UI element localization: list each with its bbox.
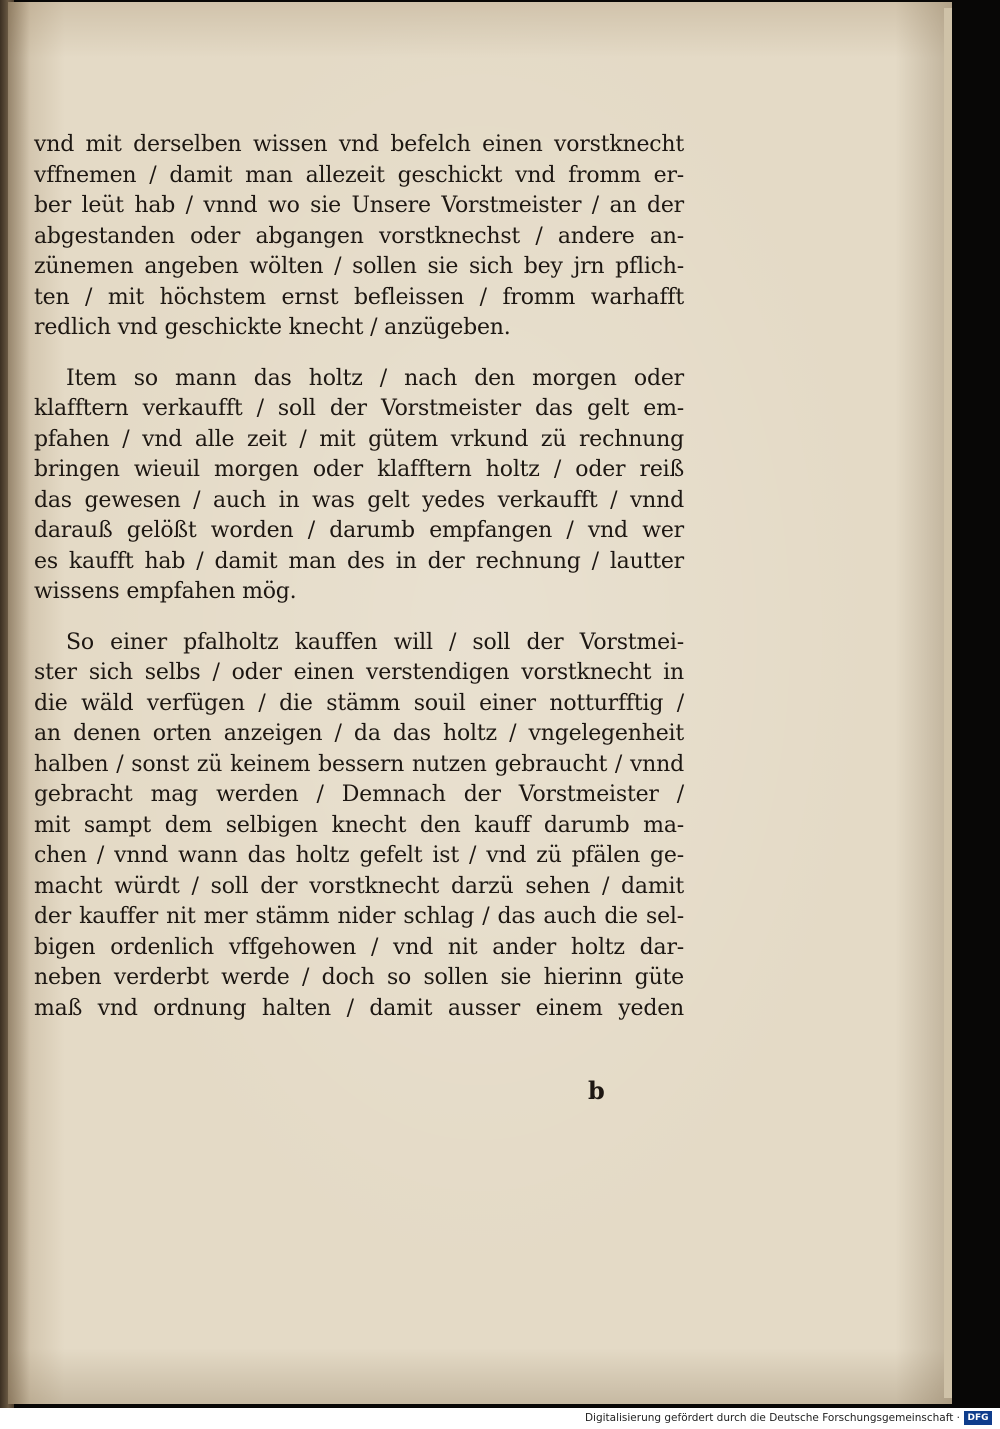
text-line: maß vnd ordnung halten / damit ausser einem yeden (34, 995, 684, 1021)
text-line: an denen orten anzeigen / da das holtz / vngelegenheit (34, 721, 684, 746)
text-line: vffnemen / damit man allezeit geschickt vnd fromm er- (34, 162, 684, 188)
text-line: pfahen / vnd alle zeit / mit gütem vrkund zü rechnung (34, 426, 684, 452)
text-line: mit sampt dem selbigen knecht den kauff darumb ma- (34, 812, 684, 838)
text-line: gebracht mag werden / Demnach der Vorstmeister / (34, 782, 684, 807)
text-line: klafftern verkaufft / soll der Vorstmeister das gelt em- (34, 396, 684, 421)
paragraph-2 (34, 364, 684, 608)
text-line: darauß gelößt worden / darumb empfangen / vnd wer (34, 518, 684, 543)
paragraph-1 (34, 130, 684, 344)
text-line: ber leüt hab / vnnd wo sie Unsere Vorstmeister / an der (34, 193, 684, 218)
text-line: das gewesen / auch in was gelt yedes verkaufft / vnnd (34, 487, 684, 513)
text-line: halben / sonst zü keinem bessern nutzen gebraucht / vnnd (34, 751, 684, 777)
text-line: ten / mit höchstem ernst befleissen / fromm warhafft (34, 284, 684, 310)
text-line: neben verderbt werde / doch so sollen sie hierinn güte (34, 965, 684, 990)
signature-mark: b (588, 1076, 605, 1105)
text-line: bringen wieuil morgen oder klafftern holtz / oder reiß (34, 457, 684, 482)
text-line: macht würdt / soll der vorstknecht darzü sehen / damit (34, 873, 684, 899)
text-line: es kaufft hab / damit man des in der rechnung / lautter (34, 548, 684, 574)
page-gutter-shadow (8, 2, 30, 1404)
text-line: Item so mann das holtz / nach den morgen oder (66, 365, 684, 391)
paragraph-3 (34, 628, 684, 1025)
text-line: die wäld verfügen / die stämm souil einer notturfftig / (34, 690, 684, 716)
dfg-logo-icon: DFG (964, 1411, 992, 1425)
text-line: redlich vnd geschickte knecht / anzügeben. (34, 315, 511, 340)
text-line: zünemen angeben wölten / sollen sie sich bey jrn pflich- (34, 254, 684, 279)
text-line: wissens empfahen mög. (34, 579, 297, 604)
text-line: abgestanden oder abgangen vorstknechst / andere an- (34, 223, 684, 249)
text-line: ster sich selbs / oder einen verstendigen vorstknecht in (34, 660, 684, 685)
footer-bar (0, 1408, 1000, 1429)
text-line: chen / vnnd wann das holtz gefelt ist / vnd zü pfälen ge- (34, 843, 684, 868)
page-edge (944, 8, 952, 1398)
text-line: bigen ordenlich vffgehowen / vnd nit ander holtz dar- (34, 934, 684, 960)
text-line: vnd mit derselben wissen vnd befelch einen vorstknecht (34, 132, 684, 157)
funding-notice: Digitalisierung gefördert durch die Deutsche Forschungsgemeinschaft · (584, 1412, 960, 1424)
page-text (34, 130, 684, 1044)
text-line: So einer pfalholtz kauffen will / soll der Vorstmei- (66, 629, 684, 655)
text-line: der kauffer nit mer stämm nider schlag / das auch die sel- (34, 904, 684, 929)
